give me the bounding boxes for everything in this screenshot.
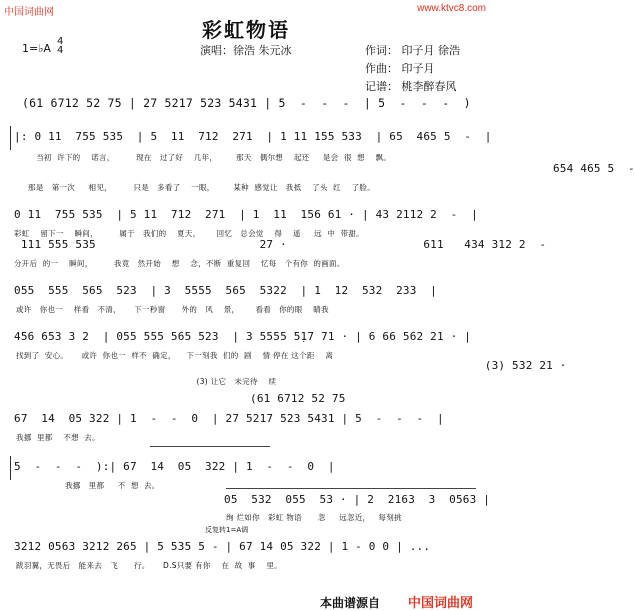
lyrics-line-5: 我挪 里都 不想 去。	[16, 433, 100, 442]
score-line-4: 456 653 3 2 | 055 555 565 523 | 3 5555 5̣17 71 · | 6 66 562 21 · |	[14, 330, 472, 343]
score-line-3: 055 555 565 523 | 3 5555 565 5322 | 1 12 532 233 |	[14, 284, 437, 297]
score-line-1: |: 0 11 755 535 | 5 11 712 271 | 1 11 155 533 | 65 465 5 - |	[14, 130, 492, 143]
watermark-left: 中国词曲网	[4, 7, 54, 18]
score-line-5a: (61 6712 52 75	[250, 392, 346, 405]
section-bracket	[226, 488, 476, 489]
score-line-intro: (61 6712 52 75 | 27 5217 523 5431 | 5 - - - | 5 - - - )	[22, 96, 471, 110]
score-line-5: 67 14 05 322 | 1 - - 0 | 27 5217 523 5431 | 5 - - - |	[14, 412, 444, 425]
score-line-6: 5 - - - ):| 67 14 05 322 | 1 - - 0 |	[14, 460, 335, 473]
song-title: 彩虹物语	[202, 18, 290, 42]
lyrics-line-4a: 找到了 安心。 或许 你也一 样不 确定， 下一刻我 们的 剧 情 停在 这个距 离	[16, 351, 334, 360]
credit-transcriber: 记谱： 桃李醉春风	[365, 80, 457, 93]
credit-composer: 作曲： 印子月	[365, 62, 435, 75]
time-sig-bottom: 4	[57, 45, 64, 56]
time-signature	[57, 37, 63, 55]
key-signature: 1=♭A	[22, 42, 51, 55]
score-line-2b: 111 555 535 27 · 611 434 312 2 -	[14, 238, 547, 251]
volta-bracket	[150, 446, 270, 447]
footer-source-label: 本曲谱源自	[320, 596, 381, 610]
score-line-4b: (3) 532 21 ·	[14, 359, 567, 372]
score-line-7: 05 532 055 53 · | 2 2163 3 0563 |	[224, 493, 491, 506]
credit-lyricist: 作词： 印子月 徐浩	[365, 44, 460, 57]
lyrics-line-1a: 当初 许下的 诺言， 现在 过了好 几年， 那天 偶尔想 起还 是会 很 想 飘。	[20, 153, 392, 162]
repeat-mark: 反复转1=A调	[205, 526, 249, 534]
lyrics-line-7: 绚 烂如你 彩虹 物语 忽 远忽近， 每刻挑	[226, 513, 402, 522]
time-sig-top: 4	[57, 36, 64, 47]
lyrics-line-2a: 彩虹 留下一 瞬间， 属于 我们的 夏天， 回忆 总会觉 得 遥 远 中 带甜。	[14, 229, 364, 238]
system-barline	[10, 456, 11, 480]
watermark-right: www.ktvc8.com	[417, 3, 486, 14]
system-barline	[10, 126, 11, 150]
lyrics-line-1b: 那是 第一次 相见， 只是 多看了 一眼， 某种 感觉让 我抵 了头 红 了脸。	[20, 183, 376, 192]
score-line-8: 3212 0563 3212 265 | 5 535 5 - | 67 14 05 322 | 1 - 0 0 | ...	[14, 540, 431, 553]
footer-site-logo: 中国词曲网	[408, 596, 474, 611]
score-line-2: 0 11 755 535 | 5 11 712 271 | 1 11 156 61 · | 43 2112 2 - |	[14, 208, 478, 221]
lyrics-line-4b: (3) 让它 未完待 续	[14, 377, 277, 386]
lyrics-line-8: 跋羽翼，无畏后 能来去 飞 行。 D.S只要 有你 在 故 事 里。	[16, 561, 282, 570]
score-line-1b: 654 465 5 -	[14, 162, 635, 175]
lyrics-line-6: 我挪 里都 不 想 去。	[14, 481, 160, 490]
lyrics-line-3: 或许 你也一 样看 不清， 下一秒窗 外的 风 景， 看看 你的眼 睛我	[16, 305, 329, 314]
credit-singers: 演唱：徐浩 朱元冰	[200, 44, 292, 57]
lyrics-line-2b: 分开后 的一 瞬间， 我竟 然开始 想 念，不断 重复回 忆每 个有你 的画面。	[14, 259, 345, 268]
